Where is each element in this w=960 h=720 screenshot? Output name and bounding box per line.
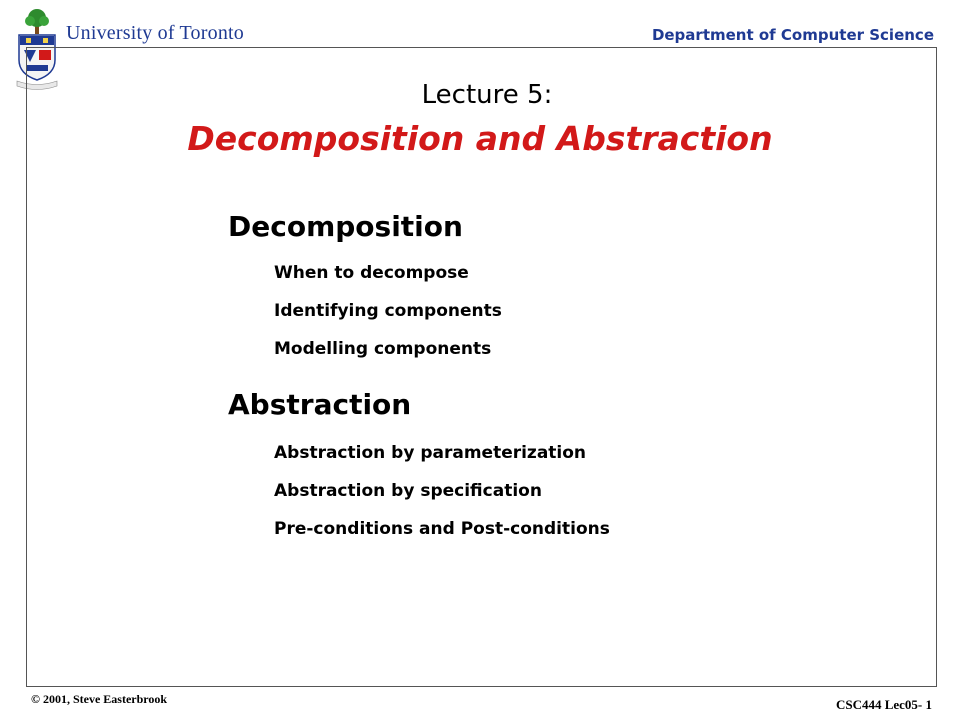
slide-number: CSC444 Lec05- 1 — [835, 697, 932, 712]
list-item: Abstraction by parameterization — [274, 443, 587, 463]
copyright-notice: © 2001, Steve Easterbrook — [31, 692, 168, 706]
lecture-number-text: Lecture 5: — [421, 80, 553, 110]
list-item: Pre-conditions and Post-conditions — [274, 519, 610, 539]
university-name: University of Toronto — [66, 22, 244, 44]
department-name: Department of Computer Science — [651, 26, 934, 44]
slide-title: Decomposition and Abstraction — [187, 119, 773, 158]
list-item: When to decompose — [274, 263, 469, 283]
list-item: Modelling components — [274, 339, 492, 359]
list-item: Abstraction by specification — [274, 481, 542, 501]
lecture-number — [0, 80, 960, 110]
section-heading-abstraction: Abstraction — [228, 388, 412, 421]
section-heading-decomposition: Decomposition — [228, 210, 463, 243]
list-item: Identifying components — [274, 301, 502, 321]
